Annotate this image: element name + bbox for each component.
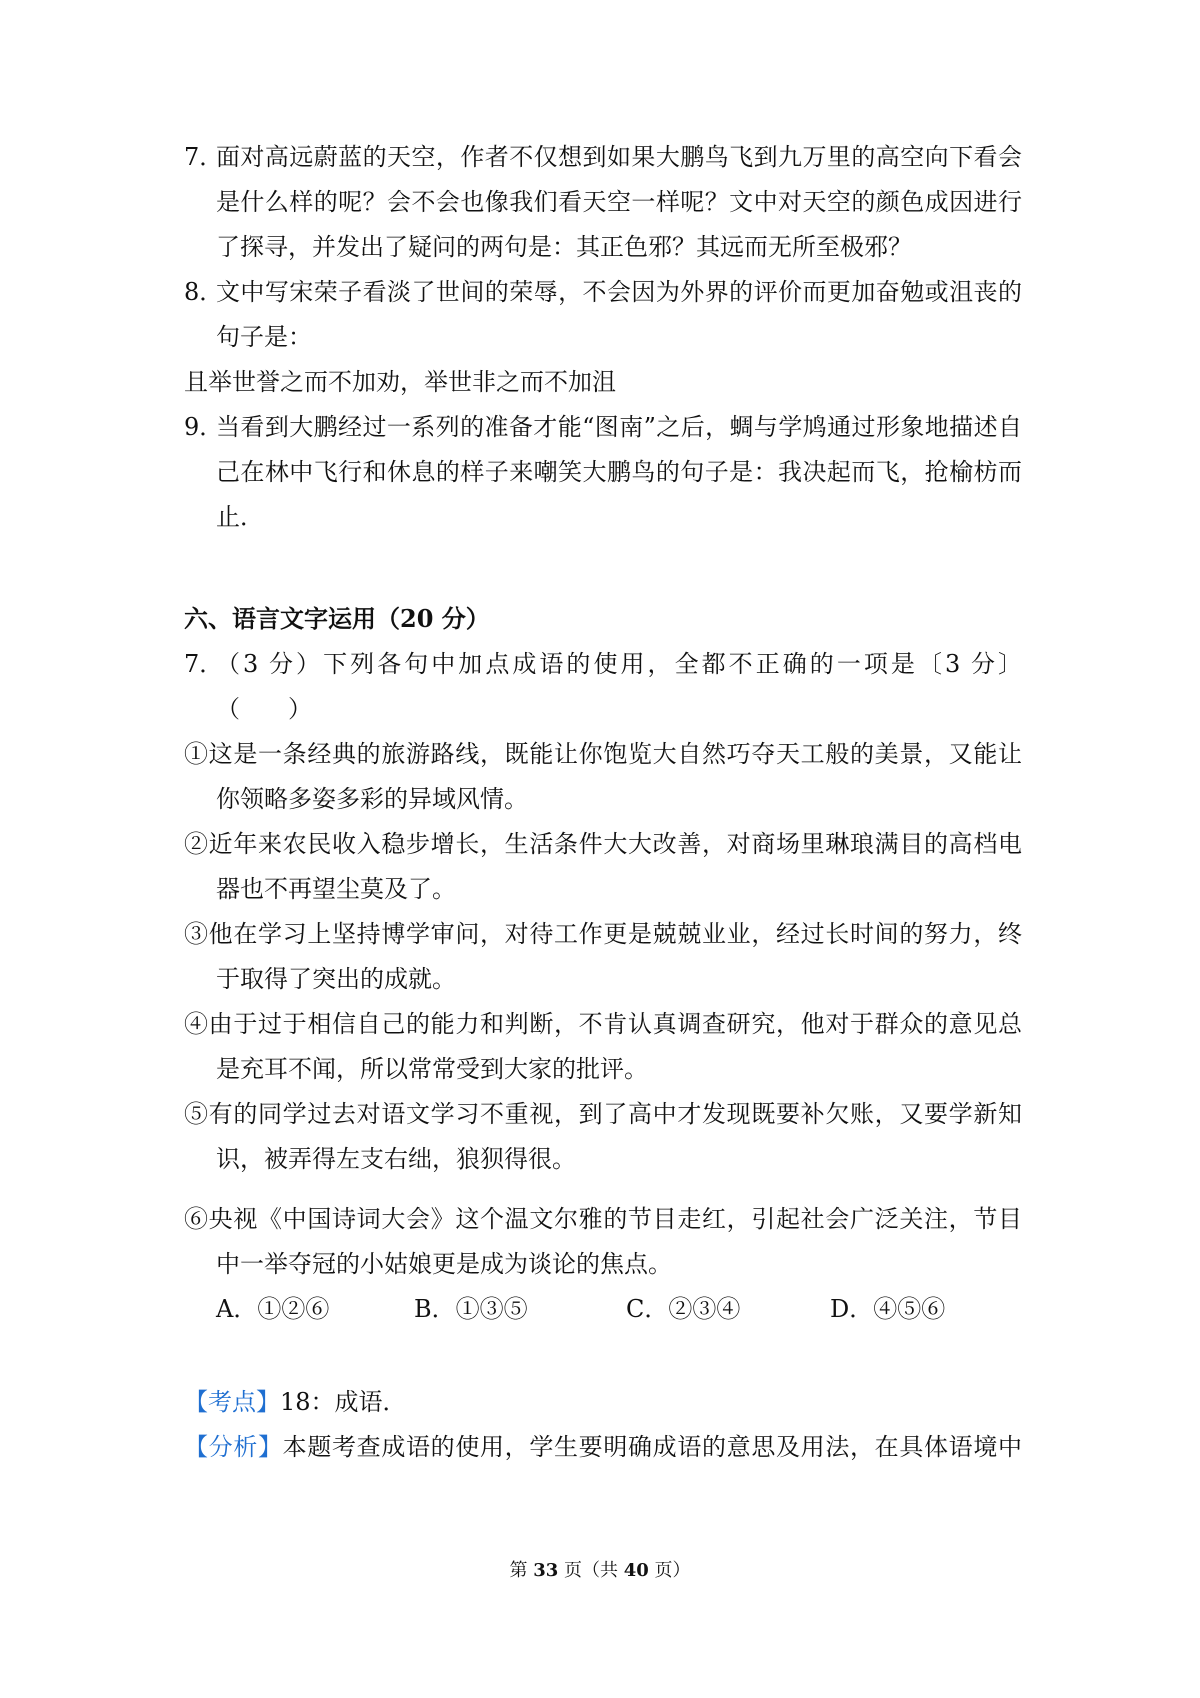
item-1-line1 (184, 738, 1022, 770)
item-text: 有的同学过去对语文学习不重视，到了高中才发现既要补欠账，又要学新知 (208, 1100, 1023, 1128)
item-2-line2: 器也不再望尘莫及了。 (216, 875, 456, 903)
section-heading: 六、语言文字运用（20 分） (184, 604, 490, 633)
item-mark: ③ (184, 920, 209, 948)
item-mark: ② (184, 830, 209, 858)
q7-idiom-number: 7． (184, 650, 224, 678)
item-text: 这是一条经典的旅游路线，既能让你饱览大自然巧夺天工般的美景，又能让 (208, 740, 1023, 768)
q7-idiom-answer-blank: （ ） (216, 695, 312, 723)
option-b: B．①③⑤ (414, 1295, 528, 1323)
item-2-line1 (184, 828, 1022, 860)
item-mark: ⑥ (184, 1205, 209, 1233)
item-text: 近年来农民收入稳步增长，生活条件大大改善，对商场里琳琅满目的高档电 (208, 830, 1023, 858)
q7-idiom-line1: （3 分）下列各句中加点成语的使用，全都不正确的一项是〔3 分〕 (216, 650, 1022, 678)
q9-line3: 止． (216, 503, 264, 531)
footer-suffix: 页） (648, 1560, 691, 1581)
q8-line2: 句子是： (216, 323, 312, 351)
q9-line2: 己在林中飞行和休息的样子来嘲笑大鹏鸟的句子是：我决起而飞，抢榆枋而 (216, 458, 1022, 486)
kaodian-line (184, 1386, 407, 1418)
kaodian-text: 18：成语． (280, 1388, 407, 1416)
item-5-line2: 识，被弄得左支右绌，狼狈得很。 (216, 1145, 576, 1173)
q7-poem-line2: 是什么样的呢？会不会也像我们看天空一样呢？文中对天空的颜色成因进行 (216, 188, 1022, 216)
q7-poem-number: 7． (184, 143, 224, 171)
item-mark: ① (184, 740, 209, 768)
fenxi-text: 本题考查成语的使用，学生要明确成语的意思及用法，在具体语境中 (282, 1433, 1023, 1461)
q8-number: 8． (184, 278, 224, 306)
item-1-line2: 你领略多姿多彩的异域风情。 (216, 785, 528, 813)
item-5-line1 (184, 1098, 1022, 1130)
item-text: 由于过于相信自己的能力和判断，不肯认真调查研究，他对于群众的意见总 (208, 1010, 1023, 1038)
q7-poem-line1: 面对高远蔚蓝的天空，作者不仅想到如果大鹏鸟飞到九万里的高空向下看会 (216, 143, 1022, 171)
footer-page-number: 33 (533, 1560, 559, 1581)
footer-prefix: 第 (509, 1560, 534, 1581)
footer-middle: 页（共 (558, 1560, 624, 1581)
option-c: C．②③④ (626, 1295, 741, 1323)
item-text: 央视《中国诗词大会》这个温文尔雅的节目走红，引起社会广泛关注，节目 (208, 1205, 1023, 1233)
item-6-line1 (184, 1203, 1022, 1235)
q9-line1: 当看到大鹏经过一系列的准备才能“图南”之后，蜩与学鸠通过形象地描述自 (216, 413, 1022, 441)
kaodian-tag: 【考点】 (184, 1388, 280, 1416)
fenxi-line (184, 1431, 1022, 1463)
item-mark: ⑤ (184, 1100, 209, 1128)
item-text: 他在学习上坚持博学审问，对待工作更是兢兢业业，经过长时间的努力，终 (208, 920, 1023, 948)
q8-line1: 文中写宋荣子看淡了世间的荣辱，不会因为外界的评价而更加奋勉或沮丧的 (216, 278, 1022, 306)
q9-number: 9． (184, 413, 224, 441)
item-4-line2: 是充耳不闻，所以常常受到大家的批评。 (216, 1055, 648, 1083)
page-footer (0, 1558, 1200, 1584)
item-4-line1 (184, 1008, 1022, 1040)
item-3-line2: 于取得了突出的成就。 (216, 965, 456, 993)
item-6-line2: 中一举夺冠的小姑娘更是成为谈论的焦点。 (216, 1250, 672, 1278)
q8-answer: 且举世誉之而不加劝，举世非之而不加沮 (184, 368, 616, 396)
option-d: D．④⑤⑥ (830, 1295, 946, 1323)
fenxi-tag: 【分析】 (184, 1433, 283, 1461)
q7-poem-line3: 了探寻，并发出了疑问的两句是：其正色邪？其远而无所至极邪？ (216, 233, 912, 261)
item-3-line1 (184, 918, 1022, 950)
item-mark: ④ (184, 1010, 209, 1038)
footer-total-pages: 40 (623, 1560, 649, 1581)
option-a: A．①②⑥ (216, 1295, 330, 1323)
